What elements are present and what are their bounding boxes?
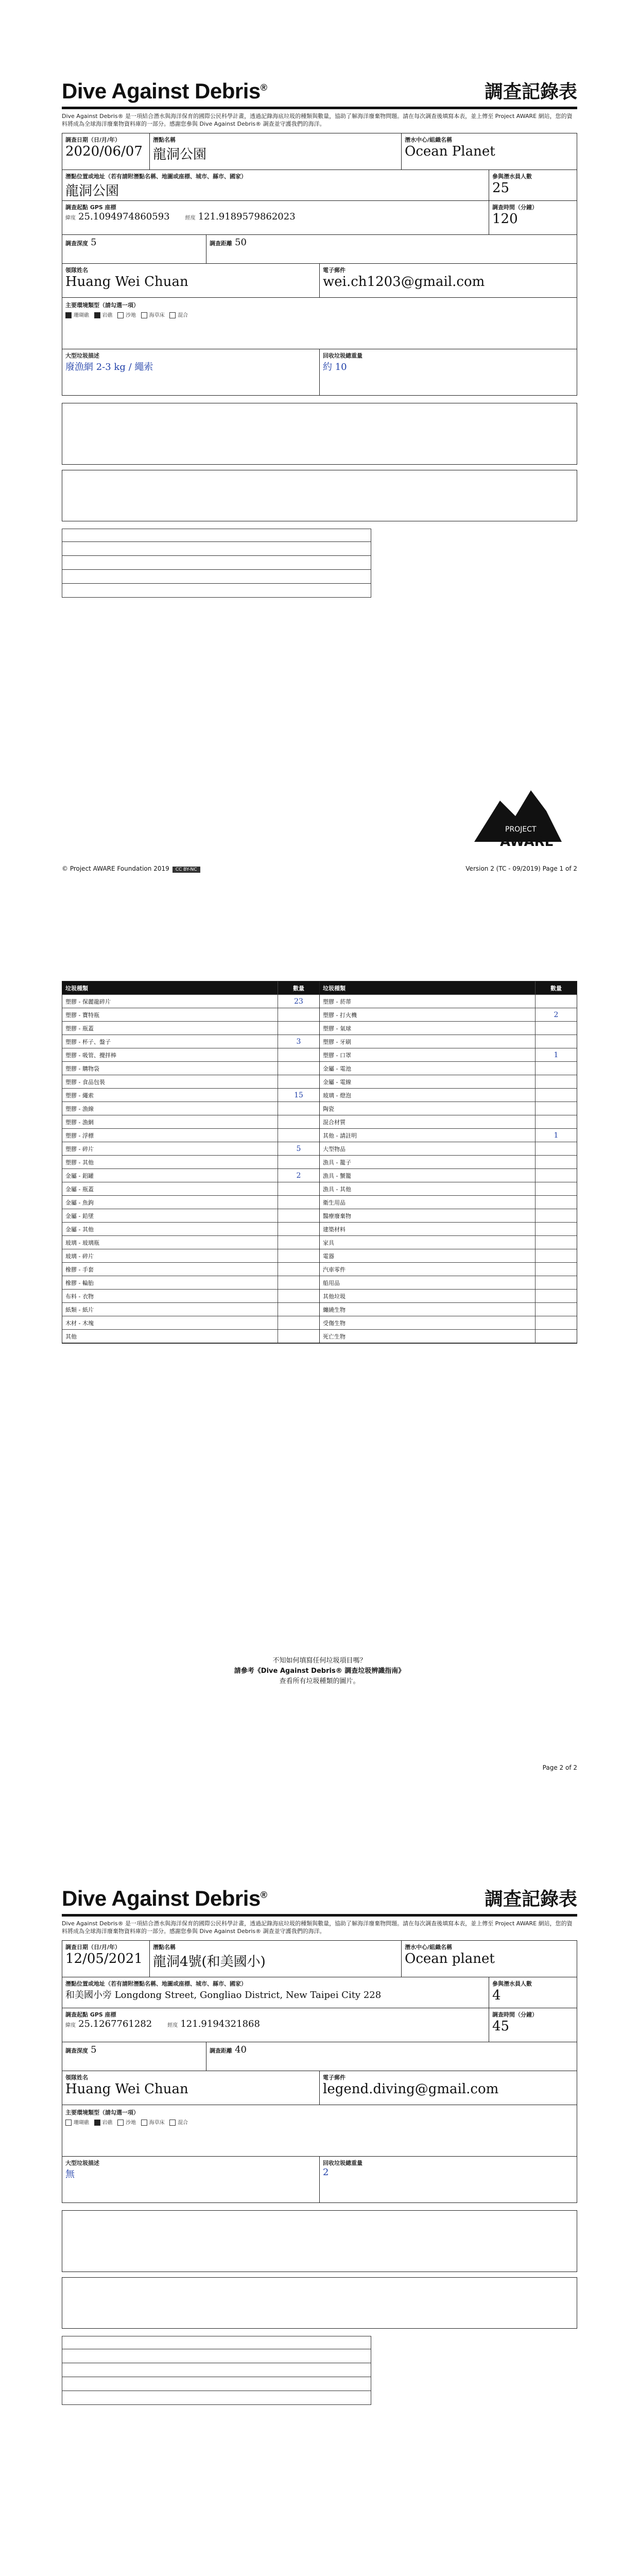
item-label: 塑膠 - 口罩 bbox=[323, 1052, 351, 1059]
item-label: 電器 bbox=[323, 1252, 334, 1260]
item-count[interactable] bbox=[278, 1048, 319, 1061]
form-page-2 bbox=[0, 1807, 639, 2576]
email-field[interactable]: 電子郵件 legend.diving@gmail.com bbox=[323, 2074, 499, 2097]
item-label: 塑膠 - 氣球 bbox=[323, 1025, 351, 1032]
item-label: 衛生用品 bbox=[323, 1199, 346, 1206]
location-field[interactable]: 潛點位置或地址（若有請附潛點名稱、地圖或座標、城市、縣市、國家） 龍洞公園 bbox=[62, 170, 489, 200]
item-label: 玻璃 - 燈泡 bbox=[323, 1092, 351, 1099]
item-count[interactable] bbox=[535, 1303, 577, 1316]
item-label: 塑膠 - 杯子、盤子 bbox=[65, 1038, 111, 1045]
item-count[interactable] bbox=[535, 1223, 577, 1235]
item-count[interactable] bbox=[278, 1290, 319, 1302]
item-label: 塑膠 - 打火機 bbox=[323, 1011, 357, 1019]
item-count[interactable] bbox=[535, 1115, 577, 1128]
checklist-row bbox=[320, 1129, 577, 1142]
checklist-row bbox=[320, 1249, 577, 1263]
item-count[interactable] bbox=[278, 1223, 319, 1235]
checklist-header: 垃圾種類 數量 bbox=[320, 981, 577, 995]
item-count[interactable] bbox=[535, 1249, 577, 1262]
checklist-row bbox=[62, 1156, 319, 1169]
item-label: 塑膠 - 繩索 bbox=[65, 1092, 94, 1099]
entanglement-box[interactable] bbox=[62, 470, 577, 521]
item-label: 其他 bbox=[65, 1333, 77, 1340]
checklist-row bbox=[62, 1316, 319, 1330]
item-label: 紙類 - 紙片 bbox=[65, 1306, 94, 1313]
row-debris bbox=[62, 349, 577, 396]
checklist-header: 垃圾種類 數量 bbox=[62, 981, 319, 995]
item-label: 金屬 - 魚鉤 bbox=[65, 1199, 94, 1206]
env-checkbox[interactable]: 海草床 bbox=[141, 2120, 165, 2126]
env-checkbox[interactable]: 海草床 bbox=[141, 313, 165, 318]
item-count[interactable] bbox=[278, 1062, 319, 1075]
item-label: 漁具 - 其他 bbox=[323, 1185, 351, 1193]
item-label: 大型物品 bbox=[323, 1145, 346, 1153]
notes-box[interactable] bbox=[62, 403, 577, 465]
row-depth bbox=[62, 235, 577, 264]
checklist-row bbox=[320, 1089, 577, 1102]
row-depth bbox=[62, 2042, 577, 2071]
item-count[interactable]: 2 bbox=[278, 1169, 319, 1182]
item-count[interactable] bbox=[535, 1169, 577, 1182]
item-label: 其他垃圾 bbox=[323, 1293, 346, 1300]
email-field[interactable]: 電子郵件 wei.ch1203@gmail.com bbox=[323, 267, 485, 290]
version-page: Version 2 (TC - 09/2019) Page 1 of 2 bbox=[465, 865, 577, 872]
checklist-row bbox=[62, 1115, 319, 1129]
checklist-row bbox=[62, 1129, 319, 1142]
checklist-row bbox=[62, 1048, 319, 1062]
item-label: 金屬 - 電池 bbox=[323, 1065, 351, 1072]
checklist-row bbox=[62, 1169, 319, 1182]
item-label: 塑膠 - 購物袋 bbox=[65, 1065, 99, 1072]
item-count[interactable] bbox=[535, 1075, 577, 1088]
env-checkbox[interactable]: 混合 bbox=[169, 2120, 188, 2126]
env-checkbox[interactable]: 珊瑚礁 bbox=[65, 2120, 89, 2126]
item-label: 醫療廢棄物 bbox=[323, 1212, 351, 1219]
item-label: 死亡生物 bbox=[323, 1333, 346, 1340]
form-header bbox=[62, 1885, 577, 1917]
item-label: 橡膠 - 輪胎 bbox=[65, 1279, 94, 1286]
item-count[interactable] bbox=[535, 995, 577, 1008]
checklist-row bbox=[62, 1223, 319, 1236]
location-field[interactable]: 潛點位置或地址（若有請附潛點名稱、地圖或座標、城市、縣市、國家） 和美國小旁 Longdong Street, Gongliao District, New Taipei City 228 bbox=[62, 1977, 489, 2008]
checklist-page-1 bbox=[0, 904, 639, 1807]
item-count[interactable] bbox=[278, 1156, 319, 1168]
large-debris-field[interactable]: 大型垃圾描述 無 bbox=[62, 2157, 320, 2202]
checklist-row bbox=[62, 1290, 319, 1303]
checklist-row bbox=[62, 1276, 319, 1290]
item-count[interactable] bbox=[278, 1182, 319, 1195]
item-label: 受傷生物 bbox=[323, 1319, 346, 1327]
item-label: 塑膠 - 寶特瓶 bbox=[65, 1011, 99, 1019]
item-count[interactable]: 3 bbox=[278, 1035, 319, 1048]
participants-table bbox=[62, 2336, 371, 2405]
item-label: 金屬 - 鋁罐 bbox=[65, 1172, 94, 1179]
env-checkbox[interactable]: 岩礁 bbox=[94, 2120, 113, 2126]
org-field[interactable]: 潛水中心/組織名稱 Ocean Planet bbox=[405, 137, 495, 159]
item-label: 塑膠 - 食品包裝 bbox=[65, 1078, 105, 1086]
checklist-left bbox=[62, 981, 320, 1344]
item-count[interactable] bbox=[278, 1303, 319, 1316]
item-label: 塑膠 - 牙刷 bbox=[323, 1038, 351, 1045]
checklist-row bbox=[62, 1142, 319, 1156]
logo-project-text: PROJECT bbox=[505, 825, 537, 834]
checklist-row bbox=[320, 1236, 577, 1249]
brand-title: Dive Against Debris® bbox=[62, 1886, 267, 1910]
item-count[interactable]: 1 bbox=[535, 1048, 577, 1061]
form-page-1 bbox=[0, 0, 639, 904]
item-label: 木材 - 木塊 bbox=[65, 1319, 94, 1327]
item-count[interactable] bbox=[535, 1142, 577, 1155]
item-label: 船用品 bbox=[323, 1279, 340, 1286]
checklist-row bbox=[320, 1142, 577, 1156]
item-label: 金屬 - 電線 bbox=[323, 1078, 351, 1086]
leader-name-field[interactable]: 領隊姓名 Huang Wei Chuan bbox=[62, 264, 320, 297]
large-debris-field[interactable]: 大型垃圾描述 廢漁網 2-3 kg / 繩索 bbox=[62, 349, 320, 395]
item-label: 其他 - 請註明 bbox=[323, 1132, 357, 1139]
row-location bbox=[62, 170, 577, 201]
row-date-site-org bbox=[62, 1940, 577, 1977]
item-label: 玻璃 - 玻璃瓶 bbox=[65, 1239, 99, 1246]
item-label: 金屬 - 鉛墜 bbox=[65, 1212, 94, 1219]
row-leader bbox=[62, 2071, 577, 2105]
checklist-row bbox=[320, 1156, 577, 1169]
checklist-row bbox=[320, 1223, 577, 1236]
checklist-row bbox=[320, 1075, 577, 1089]
distance-field[interactable]: 調查距離 40 bbox=[210, 2044, 247, 2055]
item-label: 塑膠 - 漁網 bbox=[65, 1118, 94, 1126]
depth-field[interactable]: 調查深度 5 bbox=[62, 2042, 206, 2071]
identification-guide-note: 不知如何填寫任何垃圾項目嗎？ 請參考《Dive Against Debris® 調查垃圾辨識指南》 查看所有垃圾種類的圖片。 bbox=[234, 1657, 405, 1685]
site-field[interactable]: 潛點名稱 龍洞4號(和美國小) bbox=[150, 1941, 402, 1977]
checklist-row bbox=[62, 1303, 319, 1316]
row-location bbox=[62, 1977, 577, 2008]
item-count[interactable]: 2 bbox=[535, 1008, 577, 1021]
copyright: © Project AWARE Foundation 2019 bbox=[62, 865, 169, 872]
item-count[interactable] bbox=[278, 1008, 319, 1021]
checklist-row bbox=[320, 1276, 577, 1290]
item-label: 建築材料 bbox=[323, 1226, 346, 1233]
form-content bbox=[62, 77, 577, 598]
form-title: 調查記錄表 bbox=[484, 1889, 577, 1910]
env-checkbox[interactable]: 沙地 bbox=[117, 313, 136, 318]
checklist-row bbox=[62, 1209, 319, 1223]
intro-text: Dive Against Debris® 是一項結合潛水與海洋保育的國際公民科學計畫，透過記錄海底垃圾的種類與數量，協助了解海洋廢棄物問題。請在每次調查後填寫本表，並上傳至 Project AWARE 網站，您的資料將成為全球海洋廢棄物資料庫的一部分。感謝您參與 Dive Against Debris® 調查並守護我們的海洋。 bbox=[62, 1920, 573, 1935]
checklist-row bbox=[62, 1008, 319, 1022]
checklist-row bbox=[62, 995, 319, 1008]
item-count[interactable] bbox=[278, 1196, 319, 1209]
brand-title: Dive Against Debris® bbox=[62, 79, 267, 103]
checklist-row bbox=[320, 1263, 577, 1276]
form-content bbox=[62, 1885, 577, 2405]
checklist-row bbox=[62, 1022, 319, 1035]
item-label: 橡膠 - 手套 bbox=[65, 1266, 94, 1273]
item-count[interactable] bbox=[535, 1156, 577, 1168]
checklist-row bbox=[320, 1048, 577, 1062]
item-count[interactable] bbox=[278, 1316, 319, 1329]
intro-text: Dive Against Debris® 是一項結合潛水與海洋保育的國際公民科學計畫，透過記錄海底垃圾的種類與數量，協助了解海洋廢棄物問題。請在每次調查後填寫本表，並上傳至 Project AWARE 網站，您的資料將成為全球海洋廢棄物資料庫的一部分。感謝您參與 Dive Against Debris® 調查並守護我們的海洋。 bbox=[62, 113, 573, 127]
item-label: 玻璃 - 碎片 bbox=[65, 1252, 94, 1260]
item-count[interactable] bbox=[278, 1209, 319, 1222]
item-count[interactable] bbox=[278, 1263, 319, 1276]
site-field[interactable]: 潛點名稱 龍洞公園 bbox=[150, 133, 402, 170]
item-count[interactable] bbox=[278, 1115, 319, 1128]
item-count[interactable]: 1 bbox=[535, 1129, 577, 1142]
checklist-row bbox=[320, 1316, 577, 1330]
org-field[interactable]: 潛水中心/組織名稱 Ocean planet bbox=[405, 1944, 495, 1967]
item-label: 汽車零件 bbox=[323, 1266, 346, 1273]
item-count[interactable] bbox=[535, 1316, 577, 1329]
item-label: 陶瓷 bbox=[323, 1105, 334, 1112]
item-count[interactable] bbox=[535, 1236, 577, 1249]
item-count[interactable] bbox=[535, 1290, 577, 1302]
item-count[interactable] bbox=[535, 1209, 577, 1222]
checklist-row bbox=[62, 1075, 319, 1089]
checklist-row bbox=[320, 1209, 577, 1223]
form-title: 調查記錄表 bbox=[484, 81, 577, 103]
item-count[interactable] bbox=[278, 1129, 319, 1142]
checklist-row bbox=[62, 1182, 319, 1196]
duration-field[interactable]: 調查時間（分鐘） 120 bbox=[492, 204, 538, 227]
checklist-columns bbox=[62, 981, 577, 1344]
item-count[interactable] bbox=[535, 1062, 577, 1075]
checklist-row bbox=[62, 1236, 319, 1249]
form-header bbox=[62, 77, 577, 109]
env-checkbox[interactable]: 沙地 bbox=[117, 2120, 136, 2126]
item-count[interactable] bbox=[278, 1102, 319, 1115]
page-footer bbox=[62, 865, 577, 873]
item-count[interactable] bbox=[535, 1196, 577, 1209]
row-gps bbox=[62, 2008, 577, 2042]
item-label: 布料 - 衣物 bbox=[65, 1293, 94, 1300]
duration-field[interactable]: 調查時間（分鐘） 45 bbox=[492, 2011, 538, 2034]
divers-field[interactable]: 參與潛水員人數 25 bbox=[492, 173, 532, 196]
checklist-right bbox=[320, 981, 577, 1344]
checklist-row bbox=[320, 1196, 577, 1209]
item-count[interactable] bbox=[278, 1022, 319, 1035]
item-label: 混合材質 bbox=[323, 1118, 346, 1126]
date-field[interactable]: 調查日期（日/月/年） 12/05/2021 bbox=[62, 1941, 150, 1977]
checklist-row bbox=[62, 1196, 319, 1209]
env-checkbox[interactable]: 岩礁 bbox=[94, 313, 113, 318]
checklist-row bbox=[320, 1182, 577, 1196]
checklist-row bbox=[62, 1035, 319, 1048]
item-count[interactable] bbox=[278, 1330, 319, 1343]
checklist-row bbox=[62, 1062, 319, 1075]
item-label: 塑膠 - 漁線 bbox=[65, 1105, 94, 1112]
checklist-row bbox=[320, 995, 577, 1008]
item-label: 漁具 - 籠子 bbox=[323, 1159, 351, 1166]
item-label: 塑膠 - 保麗龍碎片 bbox=[65, 998, 111, 1005]
row-debris bbox=[62, 2157, 577, 2203]
item-count[interactable]: 5 bbox=[278, 1142, 319, 1155]
item-count[interactable] bbox=[278, 1075, 319, 1088]
notes-box[interactable] bbox=[62, 2210, 577, 2272]
item-label: 塑膠 - 瓶蓋 bbox=[65, 1025, 94, 1032]
item-count[interactable] bbox=[535, 1022, 577, 1035]
checklist-row bbox=[320, 1035, 577, 1048]
project-aware-logo bbox=[469, 780, 567, 852]
weight-field[interactable]: 回收垃圾總重量 2 bbox=[323, 2160, 362, 2178]
checklist-row bbox=[62, 1330, 319, 1343]
env-checkbox[interactable]: 珊瑚礁 bbox=[65, 313, 89, 318]
checklist-row bbox=[320, 1022, 577, 1035]
checklist-row bbox=[320, 1062, 577, 1075]
checklist-row bbox=[320, 1102, 577, 1115]
gps-field[interactable]: 調查起點 GPS 座標 緯度 25.1267761282 經度 121.9194321868 bbox=[62, 2008, 489, 2042]
entanglement-box[interactable] bbox=[62, 2277, 577, 2329]
item-count[interactable] bbox=[535, 1035, 577, 1048]
checklist-row bbox=[320, 1290, 577, 1303]
checklist-row bbox=[320, 1169, 577, 1182]
gps-field[interactable]: 調查起點 GPS 座標 緯度 25.1094974860593 經度 121.9189579862023 bbox=[62, 201, 489, 234]
item-label: 塑膠 - 浮標 bbox=[65, 1132, 94, 1139]
weight-field[interactable]: 回收垃圾總重量 約 10 bbox=[323, 352, 362, 372]
item-label: 金屬 - 其他 bbox=[65, 1226, 94, 1233]
item-count[interactable]: 15 bbox=[278, 1089, 319, 1101]
item-label: 漁具 - 蟹籠 bbox=[323, 1172, 351, 1179]
item-label: 塑膠 - 碎片 bbox=[65, 1145, 94, 1153]
participants-table bbox=[62, 529, 371, 598]
item-count[interactable] bbox=[535, 1263, 577, 1276]
item-label: 塑膠 - 其他 bbox=[65, 1159, 94, 1166]
checklist-row bbox=[320, 1303, 577, 1316]
license-badge: CC BY-NC bbox=[172, 867, 200, 873]
item-count[interactable] bbox=[278, 1249, 319, 1262]
page-number: Page 2 of 2 bbox=[542, 1764, 577, 1771]
checklist-row bbox=[62, 1263, 319, 1276]
date-field[interactable]: 調查日期（日/月/年） 2020/06/07 bbox=[62, 133, 150, 170]
item-count[interactable] bbox=[535, 1102, 577, 1115]
checklist-row bbox=[320, 1008, 577, 1022]
item-count[interactable] bbox=[535, 1276, 577, 1289]
item-label: 纏繞生物 bbox=[323, 1306, 346, 1313]
environment-section: 主要環境類型（請勾選一項） 珊瑚礁 岩礁 沙地 海草床 混合 bbox=[62, 2105, 577, 2157]
checklist-row bbox=[62, 1089, 319, 1102]
item-count[interactable] bbox=[535, 1089, 577, 1101]
item-count[interactable] bbox=[278, 1236, 319, 1249]
checklist-row bbox=[62, 1102, 319, 1115]
row-gps bbox=[62, 201, 577, 235]
item-count[interactable] bbox=[535, 1330, 577, 1343]
leader-name-field[interactable]: 領隊姓名 Huang Wei Chuan bbox=[62, 2071, 320, 2105]
checklist-row bbox=[320, 1330, 577, 1343]
checklist-row bbox=[320, 1115, 577, 1129]
environment-section: 主要環境類型（請勾選一項） 珊瑚礁 岩礁 沙地 海草床 混合 bbox=[62, 298, 577, 349]
item-label: 塑膠 - 吸管、攪拌棒 bbox=[65, 1052, 116, 1059]
row-leader bbox=[62, 264, 577, 298]
item-label: 家具 bbox=[323, 1239, 334, 1246]
item-label: 塑膠 - 菸蒂 bbox=[323, 998, 351, 1005]
item-count[interactable] bbox=[535, 1182, 577, 1195]
divers-field[interactable]: 參與潛水員人數 4 bbox=[492, 1980, 532, 2003]
distance-field[interactable]: 調查距離 50 bbox=[210, 237, 247, 248]
item-label: 金屬 - 瓶蓋 bbox=[65, 1185, 94, 1193]
checklist-row bbox=[62, 1249, 319, 1263]
row-date-site-org bbox=[62, 133, 577, 170]
item-count[interactable]: 23 bbox=[278, 995, 319, 1008]
item-count[interactable] bbox=[278, 1276, 319, 1289]
env-checkbox[interactable]: 混合 bbox=[169, 313, 188, 318]
logo-aware-text: AWARE bbox=[500, 834, 554, 850]
depth-field[interactable]: 調查深度 5 bbox=[62, 235, 206, 263]
